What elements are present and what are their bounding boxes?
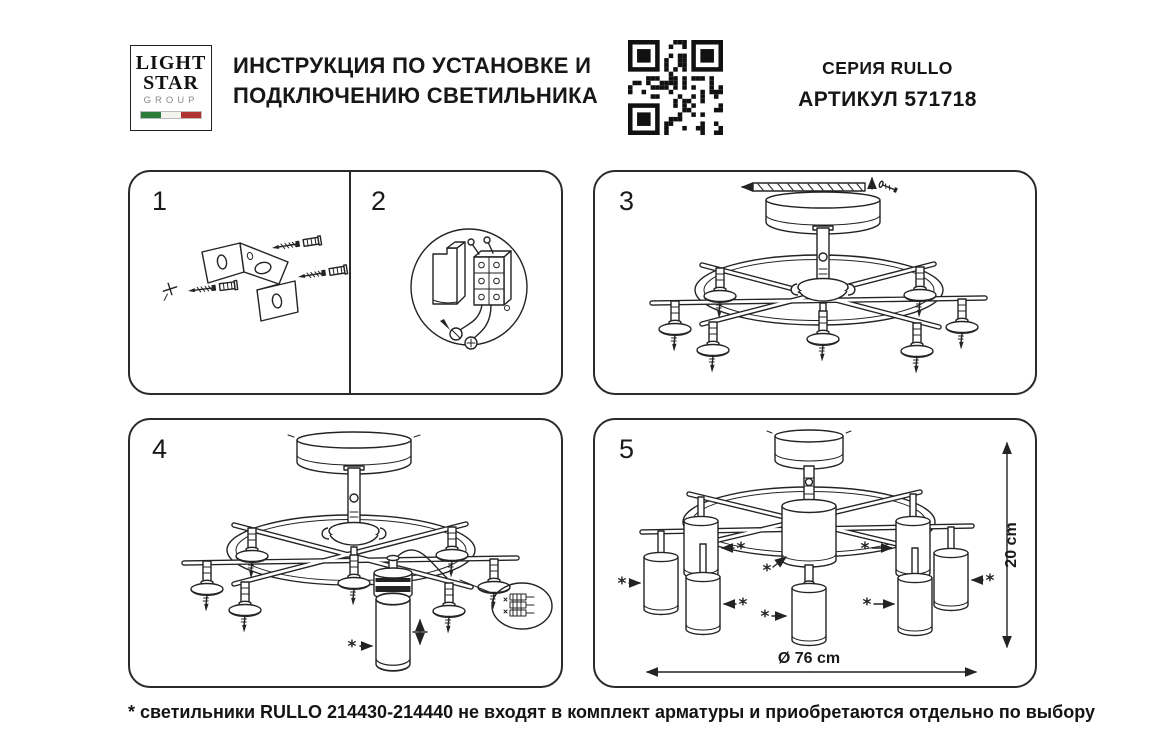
holder-band xyxy=(376,578,411,582)
step5-final-assembly-diagram xyxy=(595,420,1035,686)
panel-step-3 xyxy=(593,170,1037,395)
asterisk-mark: * xyxy=(347,637,357,657)
step2-wiring-diagram xyxy=(349,172,565,393)
asterisk-mark: * xyxy=(617,574,627,594)
lightstar-logo xyxy=(130,45,212,131)
step-number-3: 3 xyxy=(619,186,635,216)
asterisk-mark: * xyxy=(760,607,770,627)
logo-star: STAR xyxy=(143,72,199,94)
page-title xyxy=(233,51,598,111)
step1-bracket-diagram xyxy=(130,172,349,393)
panel-step-1-2 xyxy=(128,170,563,395)
wires xyxy=(440,305,491,349)
strap-screw xyxy=(878,181,898,194)
step-number-5: 5 xyxy=(619,434,635,464)
step3-frame-diagram xyxy=(595,172,1035,393)
italian-flag-stripe xyxy=(140,111,202,119)
step-number-1: 1 xyxy=(152,186,168,216)
logo-light: LIGHT xyxy=(135,52,207,74)
move-arrow-icon xyxy=(413,620,427,644)
series-label: СЕРИЯ RULLO xyxy=(822,58,953,78)
article-label: АРТИКУЛ 571718 xyxy=(798,88,977,111)
shade-center-bottom xyxy=(792,565,826,646)
asterisk-mark: * xyxy=(985,571,995,591)
central-housing xyxy=(782,500,836,568)
height-dimension xyxy=(1003,443,1020,647)
shade-far-right xyxy=(934,527,968,611)
junction-box xyxy=(433,242,465,304)
product-info xyxy=(775,58,1000,112)
diameter-dimension-label: Ø 76 cm xyxy=(777,650,841,667)
step-number-2: 2 xyxy=(371,186,387,216)
mounting-bracket xyxy=(202,243,298,321)
shade-far-left xyxy=(644,531,678,615)
panel-step-4 xyxy=(128,418,563,688)
asterisk-mark: * xyxy=(762,561,772,581)
screw-tip-icon xyxy=(160,281,180,300)
mounting-strap xyxy=(742,178,898,194)
title-line-2: ПОДКЛЮЧЕНИЮ СВЕТИЛЬНИКА xyxy=(233,83,599,108)
panel-step-5 xyxy=(593,418,1037,688)
asterisk-mark: * xyxy=(862,595,872,615)
diameter-dimension xyxy=(647,650,976,672)
terminal-block xyxy=(468,237,511,311)
step4-shade-attach-diagram xyxy=(130,420,561,686)
asterisk-mark: * xyxy=(738,595,748,615)
title-line-1: ИНСТРУКЦИЯ ПО УСТАНОВКЕ И xyxy=(233,53,592,78)
ceiling-canopy xyxy=(767,430,851,469)
hub xyxy=(322,523,386,546)
height-dimension-label: 20 cm xyxy=(1003,522,1020,568)
central-column xyxy=(344,466,364,530)
qr-code-icon xyxy=(628,40,723,135)
asterisk-mark: * xyxy=(736,539,746,559)
holder-band xyxy=(376,586,411,592)
step-number-4: 4 xyxy=(152,434,168,464)
asterisk-mark: * xyxy=(860,539,870,559)
central-column xyxy=(813,226,833,286)
logo-group: GROUP xyxy=(143,95,199,106)
footnote: * светильники RULLO 214430-214440 не входят в комплект арматуры и приобретаются отдельно по выбору xyxy=(128,702,1096,722)
